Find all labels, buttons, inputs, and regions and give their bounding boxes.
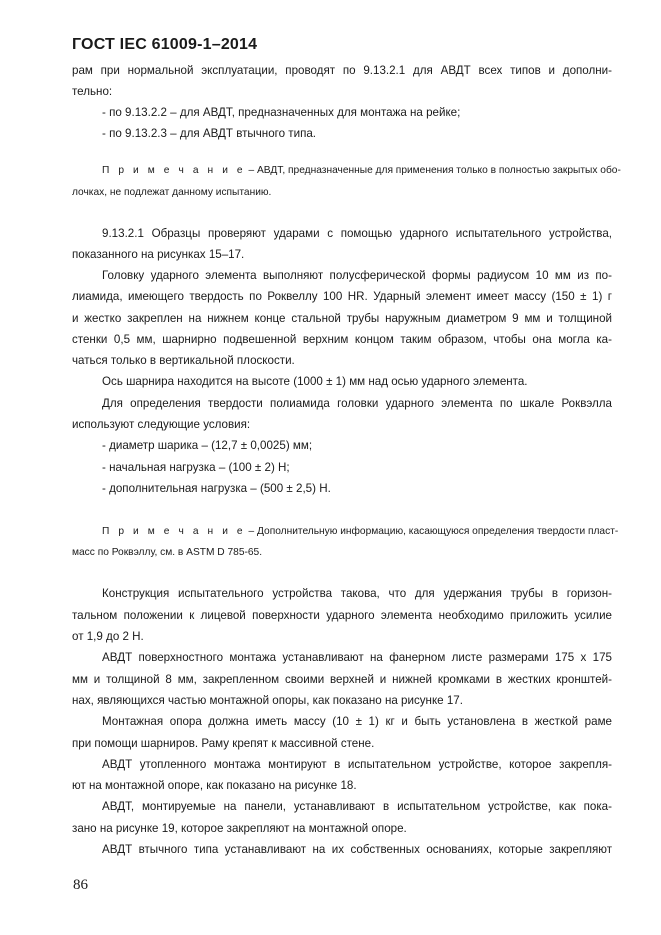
text-line: зано на рисунке 19, которое закрепляют на монтажной опоре.: [72, 822, 407, 835]
text-line: от 1,9 до 2 Н.: [72, 630, 144, 643]
page-title: ГОСТ IEC 61009-1–2014: [72, 36, 258, 53]
note-line: масс по Роквэллу, см. в ASTM D 785-65.: [72, 547, 263, 558]
text-line: Ось шарнира находится на высоте (1000 ± 1) мм над осью ударного элемента.: [102, 375, 528, 388]
text-line: Монтажная опора должна иметь массу (10 ± 1) кг и быть установлена в жесткой раме: [102, 715, 612, 728]
text-line: показанного на рисунках 15–17.: [72, 248, 245, 261]
note-text: – Дополнительную информацию, касающуюся определения твердости пласт-: [245, 526, 619, 537]
text-line: рам при нормальной эксплуатации, проводят по 9.13.2.1 для АВДТ всех типов и дополни-: [72, 64, 612, 77]
page-number: 86: [73, 877, 88, 893]
text-line: стенки 0,5 мм, шарнирно подвешенной верхним концом таким образом, чтобы она могла ка-: [72, 333, 612, 346]
text-line: нах, являющихся частью монтажной опоры, как показано на рисунке 17.: [72, 694, 463, 707]
text-line: АВДТ, монтируемые на панели, устанавливают в испытательном устройстве, как пока-: [102, 800, 612, 813]
text-line: Конструкция испытательного устройства такова, что для удержания трубы в горизон-: [102, 587, 612, 600]
text-line: ют на монтажной опоре, как показано на рисунке 18.: [72, 779, 357, 792]
note-label: П р и м е ч а н и е: [102, 165, 246, 176]
text-line: Для определения твердости полиамида головки ударного элемента по шкале Роквэлла: [102, 397, 612, 410]
note-line: [102, 522, 619, 542]
text-line: при помощи шарниров. Раму крепят к массивной стене.: [72, 737, 375, 750]
text-line: АВДТ втычного типа устанавливают на их собственных основаниях, которые закрепляют: [102, 843, 612, 856]
note-line: [102, 161, 621, 181]
text-line: используют следующие условия:: [72, 418, 251, 431]
text-line: 9.13.2.1 Образцы проверяют ударами с помощью ударного испытательного устройства,: [102, 227, 612, 240]
list-item: - дополнительная нагрузка – (500 ± 2,5) Н.: [102, 482, 331, 495]
list-item: - диаметр шарика – (12,7 ± 0,0025) мм;: [102, 439, 313, 452]
note-label: П р и м е ч а н и е: [102, 526, 246, 537]
text-line: тельно:: [72, 85, 113, 98]
text-line: и жестко закреплен на нижнем конце стальной трубы наружным диаметром 9 мм и толщиной: [72, 312, 612, 325]
text-line: АВДТ утопленного монтажа монтируют в испытательном устройстве, которое закрепля-: [102, 758, 612, 771]
text-line: тальном положении к лицевой поверхности ударного элемента необходимо приложить усилие: [72, 609, 612, 622]
list-item: - по 9.13.2.3 – для АВДТ втычного типа.: [102, 127, 317, 140]
text-line: АВДТ поверхностного монтажа устанавливают на фанерном листе размерами 175 х 175: [102, 651, 612, 664]
text-line: чаться только в вертикальной плоскости.: [72, 354, 295, 367]
text-line: мм и толщиной 8 мм, закрепленном своими верхней и нижней кромками в жестких кронштей-: [72, 673, 612, 686]
text-line: Головку ударного элемента выполняют полусферической формы радиусом 10 мм из по-: [102, 269, 612, 282]
note-line: лочках, не подлежат данному испытанию.: [72, 187, 272, 198]
list-item: - по 9.13.2.2 – для АВДТ, предназначенных для монтажа на рейке;: [102, 106, 461, 119]
note-text: – АВДТ, предназначенные для применения только в полностью закрытых обо-: [245, 165, 621, 176]
list-item: - начальная нагрузка – (100 ± 2) Н;: [102, 461, 290, 474]
text-line: лиамида, имеющего твердость по Роквеллу 100 HR. Ударный элемент имеет массу (150 ± 1) г: [72, 290, 612, 303]
